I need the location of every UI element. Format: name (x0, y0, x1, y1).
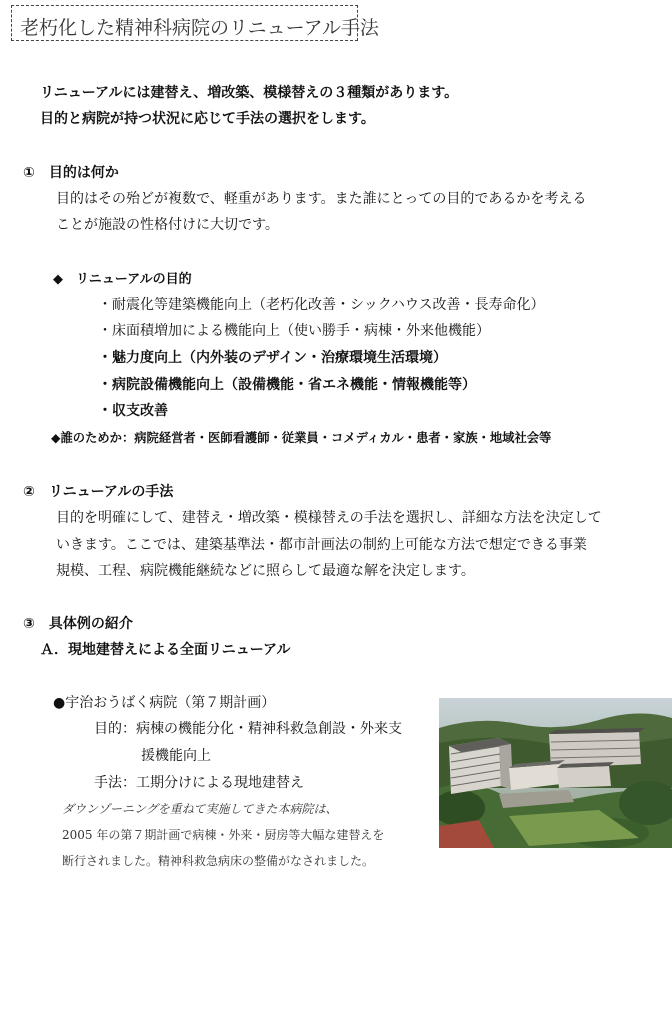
case-description-3: 断行されました。精神科救急病床の整備がなされました。 (62, 854, 375, 868)
hospital-aerial-photo (439, 698, 672, 848)
purpose-item: ・床面積増加による機能向上（使い勝手・病棟・外来他機能） (98, 323, 490, 339)
section3-subheading: Ａ．現地建替えによる全面リニューアル (40, 642, 291, 658)
purpose-item: ・耐震化等建築機能向上（老朽化改善・シックハウス改善・長寿命化） (98, 297, 545, 313)
section2-body-3: 規模、工程、病院機能継続などに照らして最適な解を決定します。 (56, 563, 475, 579)
purpose-item: ・収支改善 (98, 403, 168, 419)
case-description-2: 2005 年の第７期計画で病棟・外来・厨房等大幅な建替えを (62, 828, 385, 842)
section2-body-1: 目的を明確にして、建替え・増改築・模様替えの手法を選択し、詳細な方法を決定して (56, 510, 602, 526)
page-title: 老朽化した精神科病院のリニューアル手法 (20, 17, 379, 39)
case-purpose-2: 援機能向上 (141, 748, 211, 764)
purpose-heading: ◆ リニューアルの目的 (53, 272, 192, 287)
section3-heading: ③ 具体例の紹介 (23, 616, 133, 632)
section1-body-1: 目的はその殆どが複数で、軽重があります。また誰にとっての目的であるかを考える (56, 191, 587, 207)
case-method: 手法：工期分けによる現地建替え (94, 775, 304, 791)
intro-line-1: リニューアルには建替え、増改築、模様替えの３種類があります。 (40, 85, 459, 101)
section1-body-2: ことが施設の性格付けに大切です。 (56, 217, 279, 233)
section2-heading: ② リニューアルの手法 (23, 484, 174, 500)
section2-body-2: いきます。ここでは、建築基準法・都市計画法の制約上可能な方法で想定できる事業 (56, 537, 587, 553)
case-purpose-1: 目的：病棟の機能分化・精神科救急創設・外来支 (94, 721, 402, 737)
purpose-item: ・魅力度向上（内外装のデザイン・治療環境生活環境） (98, 350, 448, 366)
case-title: ●宇治おうばく病院（第７期計画） (53, 695, 276, 711)
section1-heading: ① 目的は何か (23, 165, 119, 181)
case-description-1: ダウンゾーニングを重ねて実施してきた本病院は、 (62, 802, 338, 816)
purpose-item: ・病院設備機能向上（設備機能・省エネ機能・情報機能等） (98, 377, 476, 393)
intro-line-2: 目的と病院が持つ状況に応じて手法の選択をします。 (40, 111, 375, 127)
for-whom: ◆誰のためか：病院経営者・医師看護師・従業員・コメディカル・患者・家族・地域社会等 (51, 431, 552, 445)
